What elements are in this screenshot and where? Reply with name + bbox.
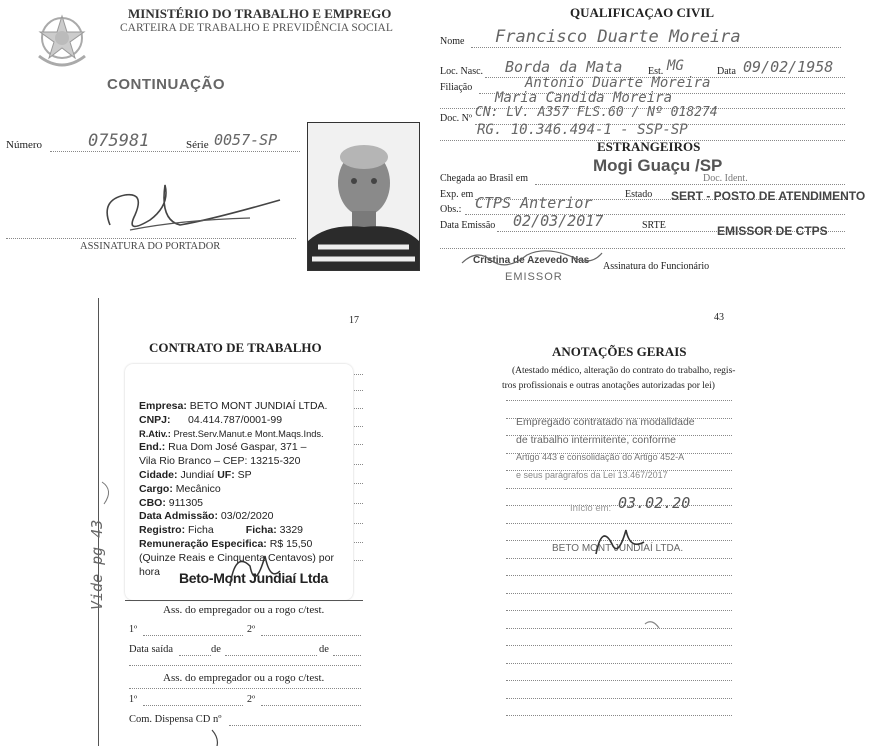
com-dispensa-label: Com. Dispensa CD nº [129, 714, 222, 725]
notes-line-1: Empregado contratado na modalidade [516, 416, 695, 428]
small-pen-mark-icon [644, 618, 660, 630]
registro-label: Registro: [139, 524, 186, 537]
holder-signature-icon [90, 180, 290, 245]
locnasc-value: Borda da Mata [505, 58, 623, 76]
estrangeiros-title: ESTRANGEIROS [597, 139, 701, 154]
end-value-2: Vila Rio Branco – CEP: 13215-320 [139, 455, 301, 468]
first-witness-label: 1º [129, 624, 138, 635]
bottom-pen-mark-icon [209, 728, 229, 746]
chegada-label: Chegada ao Brasil em [440, 173, 529, 184]
de-label-2: de [319, 644, 329, 655]
brazil-coat-of-arms-icon [33, 8, 91, 72]
empresa-label: Empresa: [139, 400, 187, 412]
contract-title: CONTRATO DE TRABALHO [149, 340, 322, 355]
cidade-value: Jundiaí [180, 468, 215, 481]
estado-label: Estado [625, 189, 653, 200]
serie-value: 0057-SP [214, 131, 278, 149]
est-value: MG [667, 58, 684, 74]
notes-rule-line [506, 610, 732, 611]
cargo-label: Cargo: [139, 482, 173, 495]
empresa-value: BETO MONT JUNDIAÍ LTDA. [189, 400, 328, 412]
notes-rule-line [506, 663, 732, 664]
stamp-city: Mogi Guaçu /SP [593, 156, 723, 175]
serie-label: Série [186, 139, 209, 151]
company-signature-stamp: Beto-Mont Jundiaí Ltda [179, 570, 328, 586]
notes-rule-line [506, 628, 732, 629]
notes-line-4: e seus parágrafos da Lei 13.467/2017 [516, 470, 668, 480]
notes-rule-line [506, 400, 732, 401]
funcionario-signature-label: Assinatura do Funcionário [603, 261, 710, 272]
side-note-vide: Vide pg 43 [88, 519, 106, 610]
second-witness-label: 2º [247, 624, 256, 635]
remuneracao-label: Remuneração Especifica: [139, 537, 267, 550]
notes-line-2: de trabalho intermitente, conforme [516, 434, 676, 446]
notes-rule-line [506, 575, 732, 576]
filiacao-label: Filiação [440, 82, 473, 93]
notes-rule-line [506, 645, 732, 646]
admissao-value: 03/02/2020 [220, 510, 274, 523]
data-nasc-label: Data [717, 66, 736, 77]
ministry-title: MINISTÉRIO DO TRABALHO E EMPREGO [128, 6, 392, 21]
inicio-value: 03.02.20 [618, 494, 691, 512]
ativ-value: Prest.Serv.Manut.e Mont.Maqs.Inds. [173, 428, 324, 439]
uf-label: UF: [217, 468, 235, 481]
registro-value: Ficha [188, 524, 214, 537]
notes-rule-line [506, 593, 732, 594]
signature-label: ASSINATURA DO PORTADOR [80, 241, 221, 252]
continuation-label: CONTINUAÇÃO [107, 76, 225, 93]
cnpj-value: 04.414.787/0001-99 [188, 413, 283, 426]
end-label: End.: [139, 441, 166, 454]
nome-value: Francisco Duarte Moreira [495, 27, 741, 47]
srte-label: SRTE [642, 220, 666, 231]
qualification-title: QUALIFICAÇAO CIVIL [570, 5, 715, 20]
ficha-value: 3329 [279, 524, 303, 537]
contract-page-number: 17 [349, 315, 359, 326]
cidade-label: Cidade: [139, 468, 178, 481]
uf-value: SP [237, 468, 252, 481]
est-label: Est. [648, 66, 664, 77]
obs-value: CTPS Anterior [475, 194, 593, 212]
end-value: Rua Dom José Gaspar, 371 – [168, 441, 307, 454]
emissao-value: 02/03/2017 [513, 212, 604, 230]
emissao-label: Data Emissão [440, 220, 496, 231]
remuneracao-extenso: (Quinze Reais e Cinquenta Centavos) por [139, 551, 334, 564]
cbo-value: 911305 [168, 496, 204, 509]
data-saida-label: Data saída [129, 644, 174, 655]
notes-subtitle-1: (Atestado médico, alteração do contrato do trabalho, regis- [512, 366, 736, 376]
stamp-emissor: EMISSOR DE CTPS [717, 224, 828, 238]
holder-photo [307, 122, 420, 271]
notes-title: ANOTAÇÕES GERAIS [552, 344, 687, 359]
locnasc-label: Loc. Nasc. [440, 66, 484, 77]
cnpj-label: CNPJ: [139, 413, 171, 426]
notes-rule-line [506, 715, 732, 716]
docident-label: Doc. Ident. [703, 173, 748, 184]
person-portrait-icon [308, 123, 419, 270]
official-signature-icon [457, 243, 607, 273]
funcionario-name: Cristina de Azevedo Nas [473, 255, 590, 266]
notes-signature-icon [588, 520, 648, 560]
ass-empregador-label-2: Ass. do empregador ou a rogo c/test. [163, 672, 325, 684]
company-stamp-sticker [125, 364, 353, 600]
numero-value: 075981 [88, 131, 150, 151]
admissao-label: Data Admissão: [139, 510, 218, 523]
first-witness-label-2: 1º [129, 694, 138, 705]
notes-company-stamp: BETO MONT JUNDIAÍ LTDA. [552, 543, 684, 554]
data-nasc-value: 09/02/1958 [743, 58, 834, 76]
exp-label: Exp. em [440, 189, 474, 200]
notes-line-3: Artigo 443 e consolidação do Artigo 452-A [516, 452, 685, 462]
emissor-label: EMISSOR [505, 271, 563, 283]
numero-label: Número [6, 139, 43, 151]
doc-value: CN: LV. A357 FLS.60 / Nº 018274 [475, 105, 718, 120]
inicio-label: Início em: [570, 503, 612, 514]
nome-label: Nome [440, 36, 465, 47]
ficha-label: Ficha: [245, 524, 277, 537]
employer-signature-icon [225, 546, 285, 596]
father-name: Antonio Duarte Moreira [525, 75, 711, 91]
second-witness-label-2: 2º [247, 694, 256, 705]
notes-rule-line [506, 488, 732, 489]
civil-qualification-panel [435, 0, 869, 290]
cbo-label: CBO: [139, 496, 166, 509]
ativ-label: R.Ativ.: [139, 428, 171, 439]
general-notes-page [500, 300, 738, 720]
doc-value-rg: RG. 10.346.494-1 - SSP-SP [477, 122, 688, 138]
doc-label: Doc. Nº [440, 113, 472, 124]
ctps-identification-panel [0, 0, 425, 275]
ass-empregador-label: Ass. do empregador ou a rogo c/test. [163, 604, 325, 616]
stamp-sert: SERT - POSTO DE ATENDIMENTO [671, 189, 866, 203]
remuneracao-value: R$ 15,50 [269, 537, 313, 550]
notes-rule-line [506, 698, 732, 699]
notes-page-number: 43 [714, 312, 724, 323]
notes-rule-line [506, 680, 732, 681]
remuneracao-extenso-2: hora [139, 565, 161, 578]
mother-name: Maria Candida Moreira [495, 90, 673, 106]
ctps-subtitle: CARTEIRA DE TRABALHO E PREVIDÊNCIA SOCIAL [120, 22, 393, 34]
obs-label: Obs.: [440, 204, 462, 215]
de-label-1: de [211, 644, 221, 655]
cargo-value: Mecânico [175, 482, 221, 495]
margin-scribble-icon [98, 478, 122, 508]
notes-subtitle-2: tros profissionais e outras anotações autorizadas por lei) [502, 381, 715, 391]
employment-contract-page [98, 298, 367, 746]
